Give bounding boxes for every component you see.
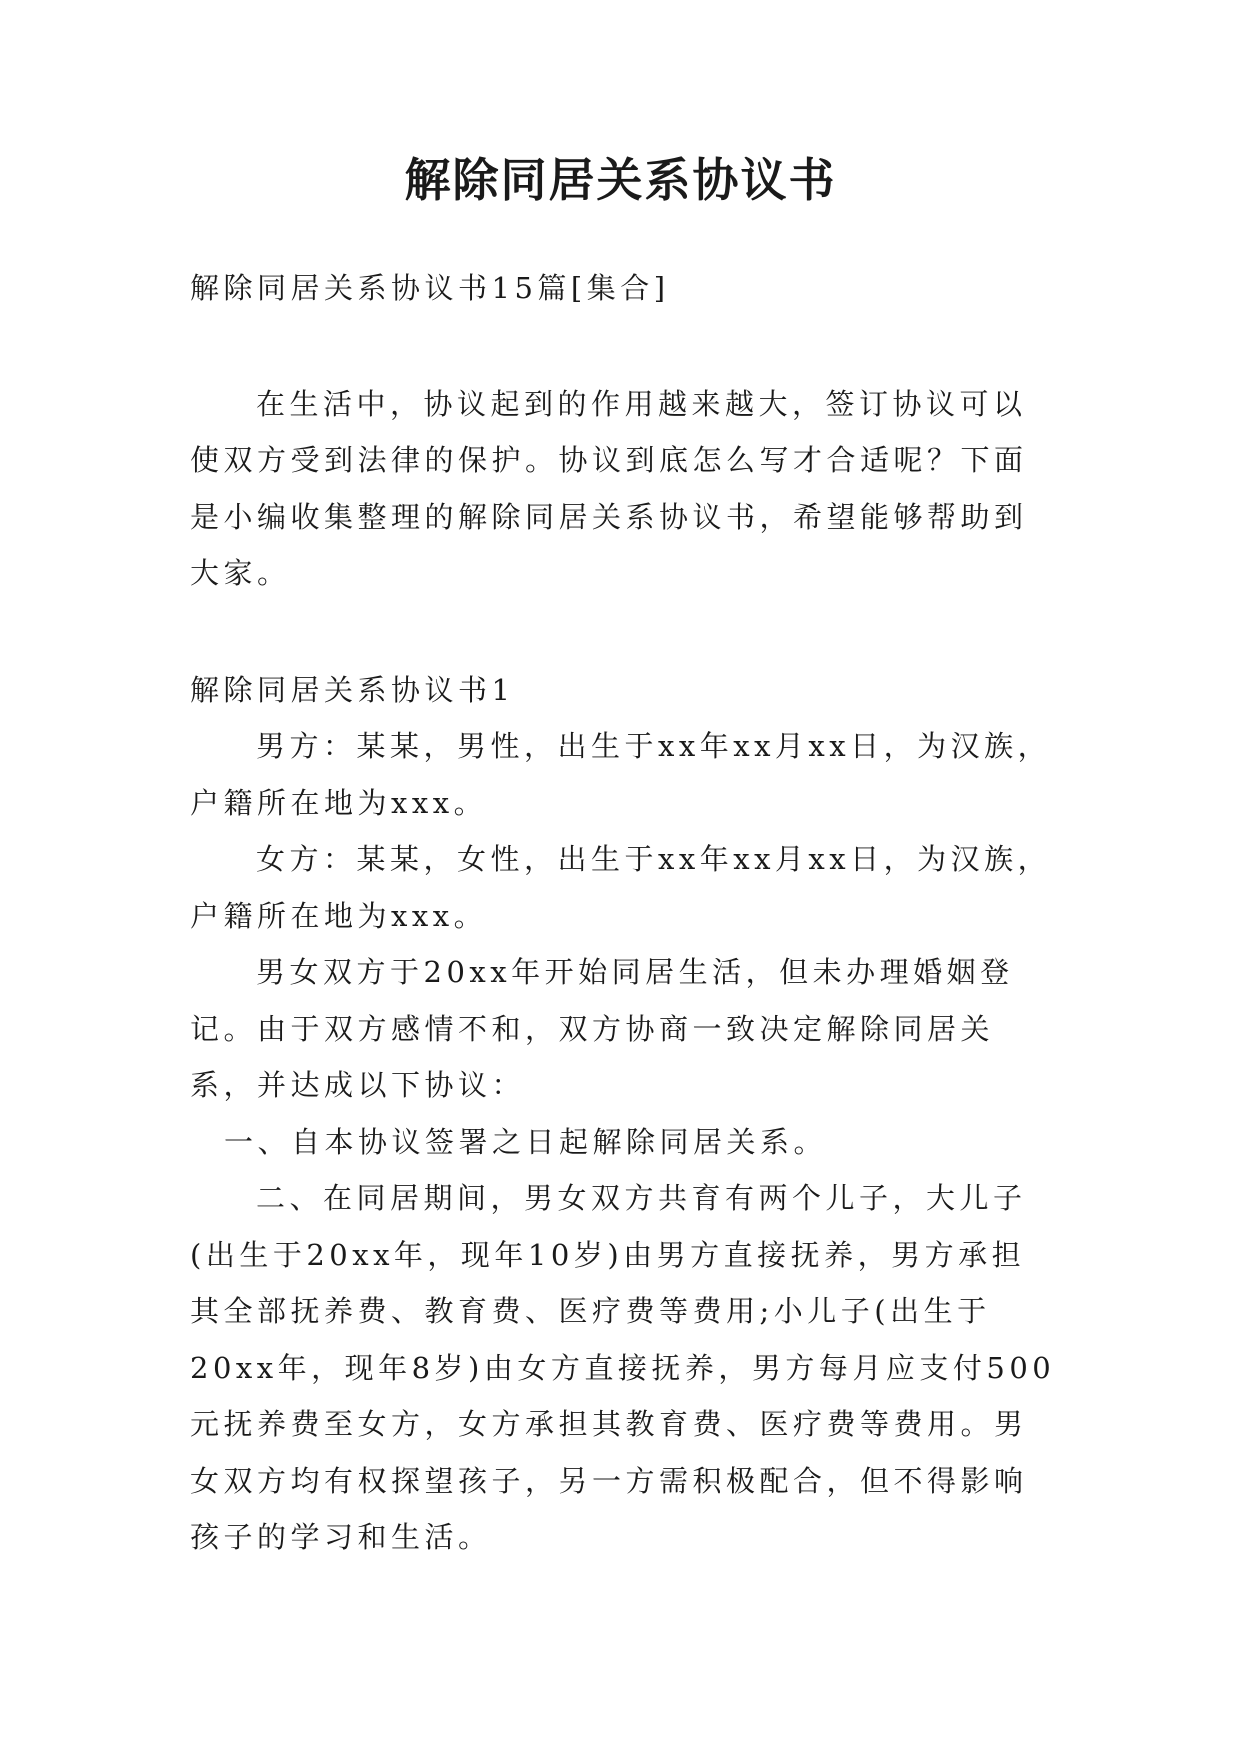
intro-paragraph: 在生活中，协议起到的作用越来越大，签订协议可以使双方受到法律的保护。协议到底怎么写才合适呢？下面是小编收集整理的解除同居关系协议书，希望能够帮助到大家。 xyxy=(190,386,1028,590)
document-subtitle: 解除同居关系协议书15篇[集合] xyxy=(190,271,670,305)
body-paragraph: 一、自本协议签署之日起解除同居关系。 xyxy=(224,1124,828,1159)
document-body xyxy=(190,260,1058,1566)
body-paragraph: 男方：某某，男性，出生于xx年xx月xx日，为汉族，户籍所在地为xxx。 xyxy=(190,729,1052,820)
body-paragraph: 男女双方于20xx年开始同居生活，但未办理婚姻登记。由于双方感情不和，双方协商一致决定解除同居关系，并达成以下协议： xyxy=(190,955,1014,1102)
body-paragraph: 女方：某某，女性，出生于xx年xx月xx日，为汉族，户籍所在地为xxx。 xyxy=(190,842,1052,933)
section-heading: 解除同居关系协议书1 xyxy=(190,672,515,707)
document-title: 解除同居关系协议书 xyxy=(404,153,837,207)
body-paragraph: 二、在同居期间，男女双方共育有两个儿子，大儿子(出生于20xx年，现年10岁)由男方直接抚养，男方承担其全部抚养费、教育费、医疗费等费用;小儿子(出生于20xx年，现年8岁)由女方直接抚养，男方每月应支付500元抚养费至女方，女方承担其教育费、医疗费等费用。男女双方均有权探望孩子，另一方需积极配合，但不得影响孩子的学习和生活。 xyxy=(190,1181,1056,1554)
